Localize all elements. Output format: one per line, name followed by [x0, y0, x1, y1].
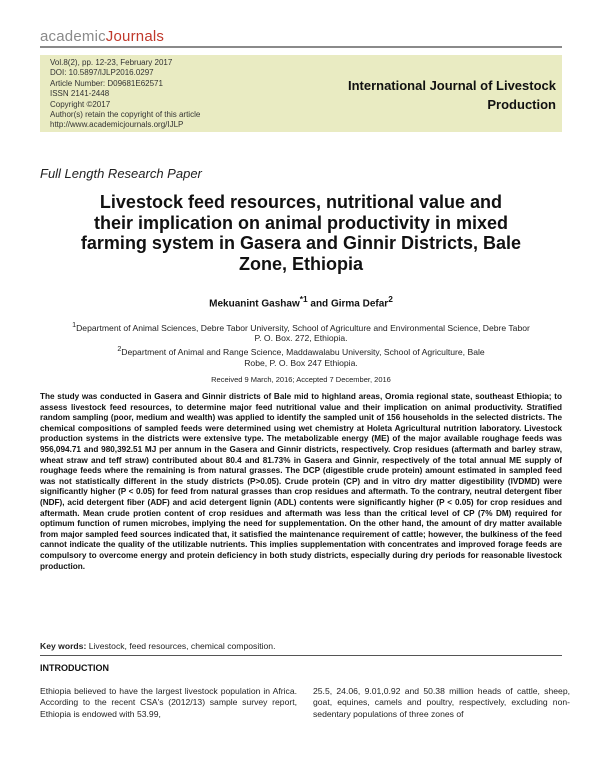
meta-copyright-note: Author(s) retain the copyright of this article	[50, 110, 201, 120]
author-2-marker: 2	[388, 294, 393, 304]
paper-title: Livestock feed resources, nutritional value and their implication on animal productivity in mixed farming system in Gasera and Ginnir Districts, Bale Zone, Ethiopia	[80, 192, 522, 274]
journal-name: International Journal of Livestock Production	[347, 78, 556, 112]
paper-type: Full Length Research Paper	[40, 166, 202, 181]
meta-url[interactable]: http://www.academicjournals.org/IJLP	[50, 120, 184, 130]
affiliation-1-text: Department of Animal Sciences, Debre Tabor University, School of Agriculture and Environmental Science, Debre Tabor P. O. Box. 272, Ethiopia.	[76, 322, 530, 344]
received-accepted-dates: Received 9 March, 2016; Accepted 7 December, 2016	[211, 375, 391, 384]
author-2: Girma Defar	[330, 298, 389, 310]
author-1-marker: *1	[299, 294, 308, 304]
affiliation-1	[40, 320, 562, 344]
author-connector: and	[307, 298, 331, 310]
publisher-logo	[40, 28, 164, 45]
meta-volume: Vol.8(2), pp. 12-23, February 2017	[50, 58, 173, 67]
header-rule	[40, 46, 562, 48]
affiliation-2-marker: 2	[117, 345, 122, 354]
affiliation-2-text: Department of Animal and Range Science, Maddawalabu University, School of Agriculture, Bale Robe, P. O. Box 247 Ethiopia.	[121, 346, 485, 368]
affiliation-2	[40, 344, 562, 368]
author-line	[40, 294, 562, 309]
meta-copyright: Copyright ©2017	[50, 99, 111, 109]
author-1: Mekuanint Gashaw	[209, 298, 300, 310]
logo-part-journals: Journals	[105, 28, 165, 45]
affiliations	[40, 320, 562, 368]
section-divider	[40, 655, 562, 656]
abstract: The study was conducted in Gasera and Ginnir districts of Bale mid to highland areas, Oromia regional state, southeast Ethiopia; to assess livestock feed resources, to determine major feed nutritional value and their implication on animal productivity. Stratified random sampling (poor, medium and wealth) was applied to identify the sampled unit of 156 households in the selected districts. The chemical compositions of sampled feeds were determined using wet chemistry at Holeta Agricultural nutrition laboratory. Livestock production systems in the districts were extensive type. The metabolizable energy (ME) of the major available roughage feeds was 956,094.71 and 980,392.51 MJ per annum in the Gasera and Ginnir districts, respectively. Crop residues (aftermath and barley straw, wheat straw and teff straw) contributed about 80.4 and 81.73% in Gasera and Ginnir, respectively of the total annual ME supply of roughage feeds where the remaining is from natural grasses. The DCP (digestible crude protein) amount estimated in sampled feed was not statistically different in the study districts (P>0.05). Crude protein (CP) and in vitro dry matter digestibility (IVDMD) were significantly higher (P < 0.05) for feed from natural grasses than crop residues and aftermath. To the contrary, neutral detergent fiber (NDF), acid detergent fiber (ADF) and acid detergent lignin (ADL) contents were significantly higher (P < 0.05) for crop residues and aftermath. Mean crude protien content of crop residues and aftermath was less than the critical level of CP (7% DM) required for optimum function of rumen microbes, implying the need for supplementation. On the other hand, the amount of dry matter available from major sampled feed sources indicated that, it satisfied the maintenance requirement of cattle; however, the bulkiness of the feed cannot indicate the quality of the utilizable nutrients. This implies supplementation with concentrates and improved forage feeds are compulsory to overcome energy and protein deficiency in both study districts, especially during dry periods for reasonable livestock production.	[40, 392, 562, 571]
article-metadata	[50, 58, 200, 131]
affiliation-1-marker: 1	[72, 321, 77, 329]
keywords-label: Key words:	[40, 641, 87, 651]
logo-part-academic: academic	[40, 28, 106, 45]
keywords-text: Livestock, feed resources, chemical composition.	[86, 641, 276, 651]
intro-column-right: 25.5, 24.06, 9.01,0.92 and 50.38 million heads of cattle, sheep, goat, equines, camels and poultry, respectively, excluding non-sedentary populations of three zones of	[313, 686, 570, 719]
section-heading-introduction: INTRODUCTION	[40, 663, 109, 673]
meta-doi: DOI: 10.5897/IJLP2016.0297	[50, 68, 154, 78]
meta-issn: ISSN 2141-2448	[50, 89, 110, 99]
intro-column-left: Ethiopia believed to have the largest livestock population in Africa. According to the recent CSA's (2012/13) sample survey report, Ethiopia is endowed with 53.99,	[40, 686, 297, 719]
journal-info-box	[40, 55, 562, 132]
keywords	[40, 641, 562, 651]
meta-article-number: Article Number: D09681E62571	[50, 78, 163, 88]
